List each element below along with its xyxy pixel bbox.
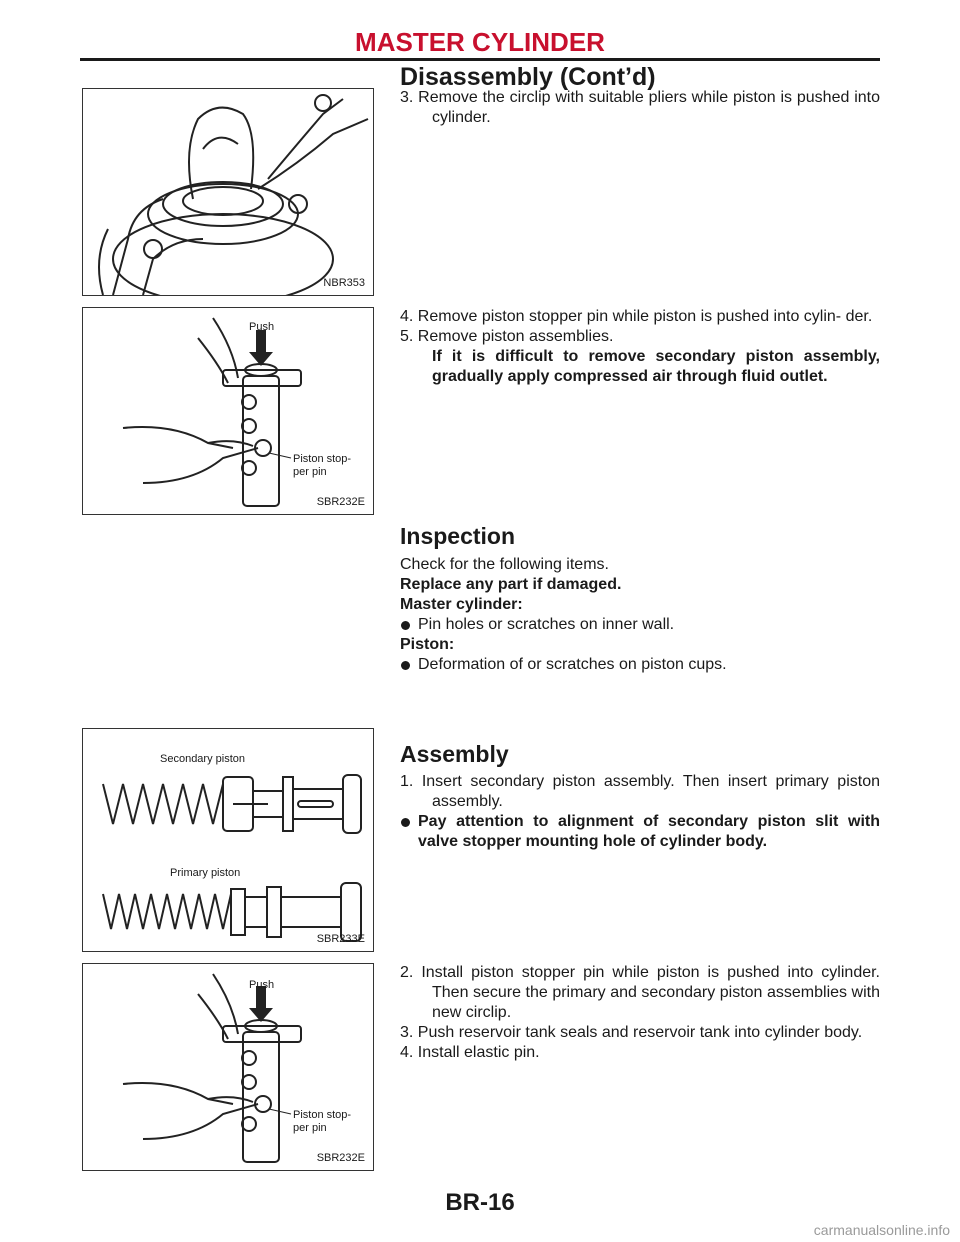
label-piston-stopper-pin-2: per pin xyxy=(293,466,327,478)
watermark: carmanualsonline.info xyxy=(813,1222,950,1238)
disassembly-step-5: 5. Remove piston assemblies. xyxy=(400,328,614,345)
label-piston-stopper-pin-1: Piston stop- xyxy=(293,1109,352,1121)
disassembly-step-3-block xyxy=(400,88,880,128)
inspection-piston-item: Deformation of or scratches on piston cups. xyxy=(400,655,880,675)
inspection-piston-label: Piston: xyxy=(400,636,455,653)
label-push: Push xyxy=(249,979,275,991)
assembly-heading: Assembly xyxy=(400,741,509,767)
figure-code: SBR232E xyxy=(316,1152,365,1164)
assembly-step-1-block xyxy=(400,772,880,852)
disassembly-step-4: 4. Remove piston stopper pin while piston is pushed into cylin- der. xyxy=(400,308,873,325)
inspection-intro: Check for the following items. xyxy=(400,556,609,573)
header-rule xyxy=(80,58,880,61)
label-primary-piston: Primary piston xyxy=(170,867,241,879)
label-secondary-piston: Secondary piston xyxy=(160,753,245,765)
figure-piston-assemblies xyxy=(82,728,374,952)
label-piston-stopper-pin-1: Piston stop- xyxy=(293,453,352,465)
assembly-step-3: 3. Push reservoir tank seals and reservoir tank into cylinder body. xyxy=(400,1024,863,1041)
figure-circlip-removal xyxy=(82,88,374,296)
figure-code: SBR233E xyxy=(316,933,365,945)
page-subtitle: Disassembly (Cont’d) xyxy=(400,63,656,91)
section-title: MASTER CYLINDER xyxy=(355,27,605,57)
assembly-step-1: 1. Insert secondary piston assembly. Then insert primary piston assembly. xyxy=(400,773,880,810)
stopper-pin-illustration xyxy=(83,308,373,514)
stopper-pin-install-illustration xyxy=(83,964,373,1170)
inspection-master-label: Master cylinder: xyxy=(400,596,523,613)
assembly-steps-2-4-block xyxy=(400,963,880,1063)
figure-stopper-pin-removal xyxy=(82,307,374,515)
inspection-heading: Inspection xyxy=(400,523,516,549)
disassembly-step-5-note: If it is difficult to remove secondary piston assembly, gradually apply compressed air through fluid outlet. xyxy=(432,348,880,385)
inspection-replace: Replace any part if damaged. xyxy=(400,576,622,593)
label-push: Push xyxy=(249,321,275,333)
assembly-step-4: 4. Install elastic pin. xyxy=(400,1044,540,1061)
assembly-step-2: 2. Install piston stopper pin while piston is pushed into cylinder. Then secure the primary and secondary piston assemblies with new circlip. xyxy=(400,964,880,1021)
inspection-master-item: Pin holes or scratches on inner wall. xyxy=(400,615,880,635)
label-piston-stopper-pin-2: per pin xyxy=(293,1122,327,1134)
figure-code: SBR232E xyxy=(316,496,365,508)
assembly-step-1-note: Pay attention to alignment of secondary piston slit with valve stopper mounting hole of cylinder body. xyxy=(400,812,880,852)
inspection-block xyxy=(400,555,880,675)
figure-code: NBR353 xyxy=(323,277,365,289)
disassembly-step-4-5-block xyxy=(400,307,880,387)
circlip-illustration xyxy=(83,89,373,295)
page-number: BR-16 xyxy=(445,1189,515,1216)
figure-stopper-pin-install xyxy=(82,963,374,1171)
disassembly-step-3: 3. Remove the circlip with suitable pliers while piston is pushed into cylinder. xyxy=(400,89,880,126)
